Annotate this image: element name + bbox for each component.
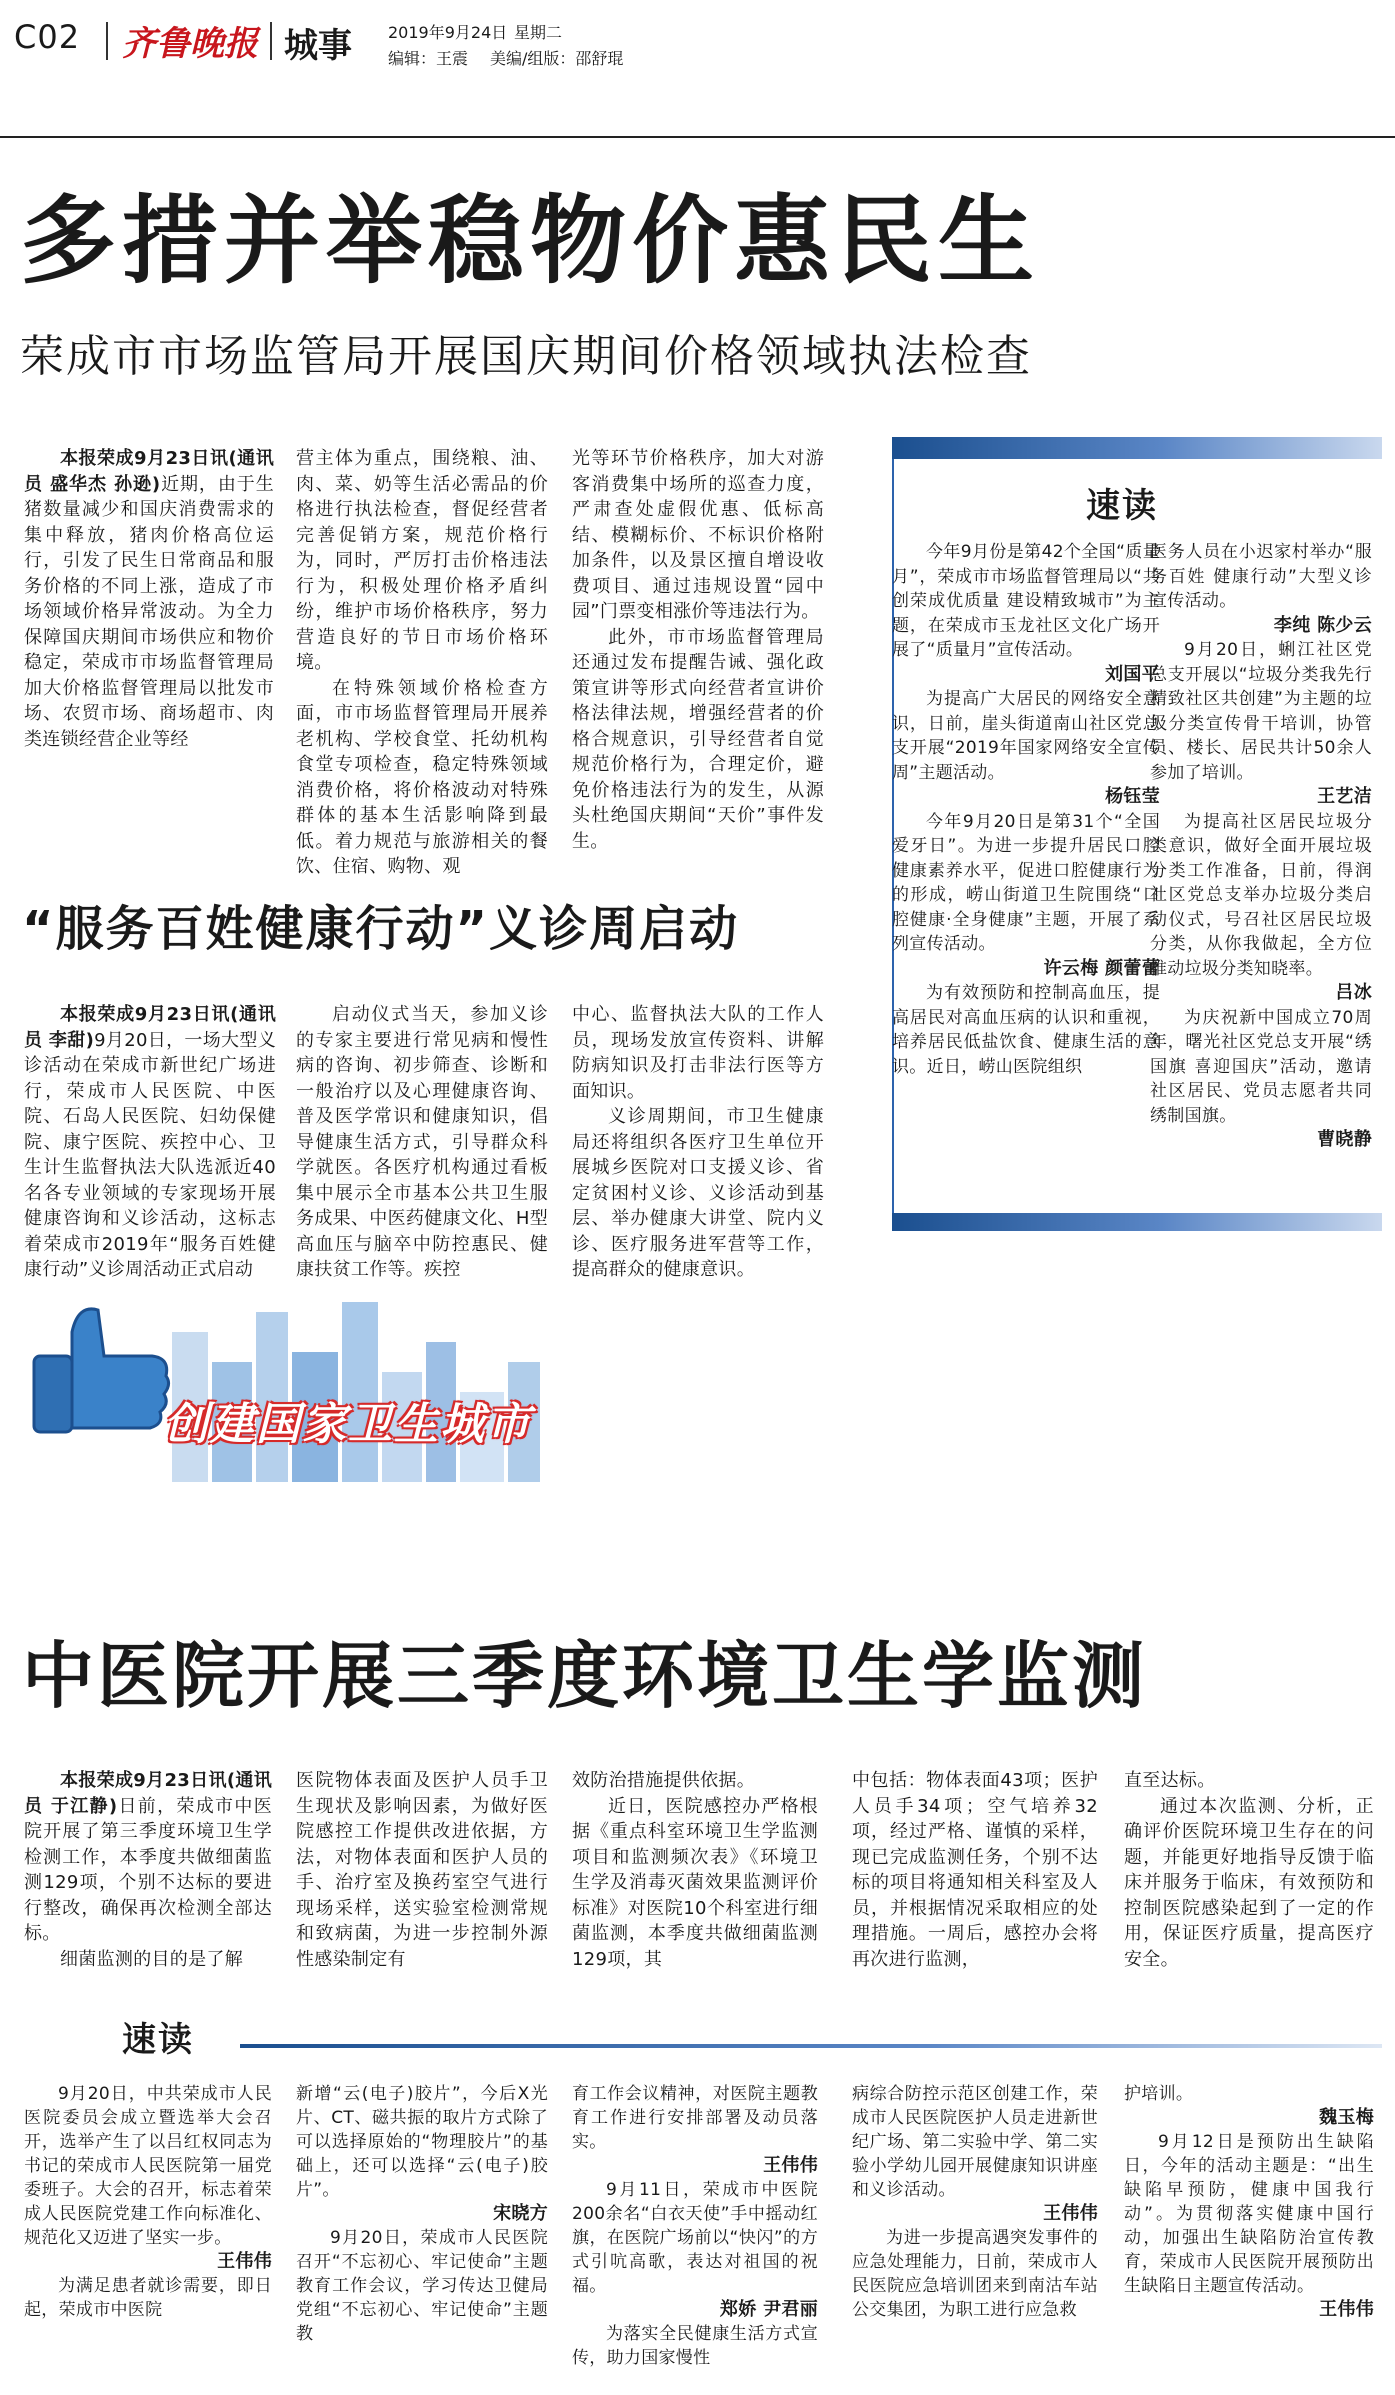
- article3-col2: [296, 1768, 548, 1972]
- article3-col1: [24, 1768, 272, 1972]
- article2-headline: “服务百姓健康行动”义诊周启动: [22, 901, 740, 957]
- sudu2-col4: [852, 2082, 1098, 2322]
- sudu2-item-2: 为满足患者就诊需要，即日起，荣成市中医院: [24, 2276, 272, 2320]
- banner-title: 创建国家卫生城市: [164, 1399, 532, 1450]
- sudu2-col5: [1124, 2082, 1374, 2322]
- article1-col2-text-2: 在特殊领域价格检查方面，市市场监督管理局开展养老机构、学校食堂、托幼机构食堂专项检查，稳定特殊领域消费价格，将价格波动对特殊群体的基本生活影响降到最低。着力规范与旅游相关的餐饮、住宿、购物、观: [296, 677, 548, 877]
- article3-col1-text: 日前，荣成市中医院开展了第三季度环境卫生学检测工作，本季度共做细菌监测129项，个别不达标的要进行整改，确保再次检测全部达标。: [24, 1795, 273, 1944]
- sudu2-title-rule: [240, 2044, 1382, 2048]
- sudu2-item-5: 育工作会议精神，对医院主题教育工作进行安排部署及动员落实。: [572, 2084, 818, 2152]
- article1-col1-text: 近期，由于生猪数量减少和国庆消费需求的集中释放，猪肉价格高位运行，引发了民生日常商品和服务价格的不同上涨，造成了市场领域价格异常波动。为全力保障国庆期间市场供应和物价稳定，荣成市市场监督管理局加大价格监督管理局以批发市场、农贸市场、商场超市、肉类连锁经营企业等经: [24, 473, 274, 750]
- article1-col1: [24, 446, 274, 752]
- sudu2-item-11: 9月12日是预防出生缺陷日，今年的活动主题是：“出生缺陷早预防，健康中国我行动”。为贯彻落实健康中国行动，加强出生缺陷防治宣传教育，荣成市人民医院开展预防出生缺陷日主题宣传活动。: [1124, 2132, 1374, 2296]
- designer-credit: 美编/组版：邵舒琨: [490, 49, 624, 68]
- article2-col1: [24, 1002, 276, 1283]
- article3-col3-text-2: 近日，医院感控办严格根据《重点科室环境卫生学监测项目和监测频次表》《环境卫生学及消毒灭菌效果监测评价标准》对医院10个科室进行细菌监测，本季度共做细菌监测129项，其: [572, 1795, 818, 1970]
- article1-col2: [296, 446, 548, 880]
- sudu2-item-4: 9月20日，荣成市人民医院召开“不忘初心、牢记使命”主题教育工作会议，学习传达卫健局党组“不忘初心、牢记使命”主题教: [296, 2228, 548, 2344]
- article3-col5-text-2: 通过本次监测、分析，正确评价医院环境卫生存在的问题，并能更好地指导反馈于临床并服务于临床，有效预防和控制医院感染起到了一定的作用，保证医疗质量，提高医疗安全。: [1124, 1795, 1374, 1970]
- sudu2-item-10: 护培训。: [1124, 2084, 1194, 2104]
- sudu1-sig-1: 刘国平: [1105, 663, 1160, 685]
- sudu2-item-1: 9月20日，中共荣成市人民医院委员会成立暨选举大会召开，选举产生了以吕红权同志为书记的荣成市人民医院第一届党委班子。大会的召开，标志着荣成人民医院党建工作向标准化、规范化又迈进了坚实一步。: [24, 2084, 272, 2248]
- sudu1-sig-3: 许云梅 颜蕾蕾: [1043, 957, 1160, 979]
- sudu1-item-1: 今年9月份是第42个全国“质量月”，荣成市市场监督管理局以“共创荣成优质量 建设精致城市”为主题，在荣成市玉龙社区文化广场开展了“质量月”宣传活动。: [892, 542, 1160, 660]
- masthead: [14, 14, 1384, 74]
- article2-col2-text: 启动仪式当天，参加义诊的专家主要进行常见病和慢性病的咨询、初步筛查、诊断和一般治疗以及心理健康咨询、普及医学常识和健康知识，倡导健康生活方式，引导群众科学就医。各医疗机构通过看板集中展示全市基本公共卫生服务成果、中医药健康文化、H型高血压与脑卒中防控惠民、健康扶贫工作等。疾控: [296, 1004, 548, 1280]
- issue-weekday: 星期二: [514, 23, 563, 42]
- paper-logo: 齐鲁晚报: [122, 24, 258, 64]
- article1-col2-text: 营主体为重点，围绕粮、油、肉、菜、奶等生活必需品的价格进行执法检查，督促经营者完善促销方案，规范价格行为，同时，严厉打击价格违法行为，积极处理价格矛盾纠纷，维护市场价格秩序，努力营造良好的节日市场价格环境。: [296, 448, 548, 673]
- sudu2-item-9: 为进一步提高遇突发事件的应急处理能力，日前，荣成市人民医院应急培训团来到南沽车站公交集团，为职工进行应急救: [852, 2228, 1098, 2320]
- sudu2-col3: [572, 2082, 818, 2370]
- sudu1-top-band: [892, 437, 1382, 459]
- sudu1-item-5: 医务人员在小迟家村举办“服务百姓 健康行动”大型义诊宣传活动。: [1150, 542, 1372, 611]
- article2-col3-text: 中心、监督执法大队的工作人员，现场发放宣传资料、讲解防病知识及打击非法行医等方面知识。: [572, 1004, 824, 1102]
- article1-subhead: 荣成市市场监管局开展国庆期间价格领域执法检查: [20, 331, 1032, 382]
- sudu2-sig-2: 宋晓方: [493, 2203, 548, 2224]
- masthead-divider-2: [270, 22, 272, 60]
- article3-col5: [1124, 1768, 1374, 1972]
- sudu1-item-7: 为提高社区居民垃圾分类意识，做好全面开展垃圾分类工作准备，日前，得润社区党总支举办垃圾分类启动仪式，号召社区居民垃圾分类，从你我做起，全方位推动垃圾分类知晓率。: [1150, 811, 1372, 979]
- sudu1-left-col: [892, 540, 1160, 1079]
- sudu2-title: 速读: [122, 2020, 194, 2060]
- sudu1-bottom-band: [892, 1213, 1382, 1231]
- sudu1-sig-7: 吕冰: [1335, 982, 1372, 1003]
- issue-date: 2019年9月24日: [388, 23, 508, 42]
- section-name: 城事: [284, 26, 352, 66]
- sudu2-item-3: 新增“云(电子)胶片”，今后X光片、CT、磁共振的取片方式除了可以选择原始的“物理胶片”的基础上，还可以选择“云(电子)胶片”。: [296, 2084, 548, 2200]
- sudu2-sig-1: 王伟伟: [217, 2251, 272, 2272]
- page-number: C02: [14, 18, 81, 56]
- article1-col3: [572, 446, 824, 854]
- sudu1-sig-8: 曹晓静: [1317, 1129, 1372, 1150]
- sudu1-item-8: 为庆祝新中国成立70周年，曙光社区党总支开展“绣国旗 喜迎国庆”活动，邀请社区居民、党员志愿者共同绣制国旗。: [1150, 1007, 1372, 1126]
- editor-credit: 编辑：王震: [388, 49, 469, 68]
- article1-col3-text-2: 此外，市市场监督管理局还通过发布提醒告诫、强化政策宣讲等形式向经营者宣讲价格法律法规，增强经营者的价格合规意识，引导经营者自觉规范价格行为，合理定价，避免价格违法行为的发生，从源头杜绝国庆期间“天价”事件发生。: [572, 626, 824, 852]
- article2-col3-text-2: 义诊周期间，市卫生健康局还将组织各医疗卫生单位开展城乡医院对口支援义诊、省定贫困村义诊、义诊活动到基层、举办健康大讲堂、院内义诊、医疗服务进军营等工作，提高群众的健康意识。: [572, 1106, 824, 1280]
- sudu1-item-6: 9月20日，蜊江社区党总支开展以“垃圾分类我先行 精致社区共创建”为主题的垃圾分类宣传骨干培训，协管员、楼长、居民共计50余人参加了培训。: [1150, 640, 1372, 783]
- sudu1-item-4: 为有效预防和控制高血压，提高居民对高血压病的认识和重视，培养居民低盐饮食、健康生活的意识。近日，崂山医院组织: [892, 983, 1160, 1077]
- sudu1-right-col: [1150, 540, 1372, 1153]
- article3-headline: 中医院开展三季度环境卫生学监测: [22, 1634, 1148, 1718]
- article1-col3-text: 光等环节价格秩序，加大对游客消费集中场所的巡查力度，严肃查处虚假优惠、低标高结、模糊标价、不标识价格附加条件，以及景区擅自增设收费项目、通过违规设置“园中园”门票变相涨价等违法行为。: [572, 448, 824, 622]
- sudu2-item-8: 病综合防控示范区创建工作，荣成市人民医院医护人员走进新世纪广场、第二实验中学、第二实验小学幼儿园开展健康知识讲座和义诊活动。: [852, 2084, 1098, 2200]
- article1-byline: 本报荣成9月23日讯(通讯员 盛华杰 孙逊): [24, 448, 274, 495]
- sudu2-col2: [296, 2082, 548, 2346]
- article2-col3: [572, 1002, 824, 1283]
- article3-col5-text: 直至达标。: [1124, 1770, 1216, 1791]
- sudu2-sig-6: 魏玉梅: [1319, 2107, 1374, 2128]
- sudu1-title: 速读: [1086, 486, 1158, 526]
- article3-col3-text: 效防治措施提供依据。: [572, 1770, 755, 1791]
- article3-col4: [852, 1768, 1098, 1972]
- sudu1-sig-6: 王艺洁: [1317, 786, 1372, 807]
- sudu2-item-6: 9月11日，荣成市中医院200余名“白衣天使”手中摇动红旗，在医院广场前以“快闪”的方式引吭高歌，表达对祖国的祝福。: [572, 2180, 818, 2296]
- article2-col1-text: 9月20日，一场大型义诊活动在荣成市新世纪广场进行，荣成市人民医院、中医院、石岛人民医院、妇幼保健院、康宁医院、疾控中心、卫生计生监督执法大队选派近40名各专业领域的专家现场开展健康咨询和义诊活动，这标志着荣成市2019年“服务百姓健康行动”义诊周活动正式启动: [24, 1029, 277, 1280]
- sudu2-sig-4: 郑娇 尹君丽: [719, 2299, 818, 2320]
- article3-col3: [572, 1768, 818, 1972]
- article3-col2-text: 医院物体表面及医护人员手卫生现状及影响因素，为做好医院感控工作提供改进依据，方法，对物体表面和医护人员的手、治疗室及换药室空气进行现场采样，送实验室检测常规和致病菌，为进一步控制外源性感染制定有: [296, 1770, 548, 1970]
- sudu2-item-7: 为落实全民健康生活方式宣传，助力国家慢性: [572, 2324, 818, 2368]
- sudu2-col1: [24, 2082, 272, 2322]
- article2-byline: 本报荣成9月23日讯(通讯员 李甜): [24, 1004, 276, 1051]
- article1-headline: 多措并举稳物价惠民生: [20, 185, 1040, 297]
- article3-col4-text: 中包括：物体表面43项；医护人员手34项；空气培养32项，经过严格、谨慎的采样，现已完成监测任务，个别不达标的项目将通知相关科室及人员，并根据情况采取相应的处理措施。一周后，感控办会将再次进行监测，: [852, 1770, 1098, 1970]
- sudu1-sig-5: 李纯 陈少云: [1273, 614, 1372, 636]
- sudu2-sig-5: 王伟伟: [1043, 2203, 1098, 2224]
- masthead-divider: [106, 22, 108, 60]
- sudu2-sig-3: 王伟伟: [763, 2155, 818, 2176]
- sudu1-item-3: 今年9月20日是第31个“全国爱牙日”。为进一步提升居民口腔健康素养水平，促进口腔健康行为的形成，崂山街道卫生院围绕“口腔健康·全身健康”主题，开展了系列宣传活动。: [892, 811, 1160, 954]
- article3-byline: 本报荣成9月23日讯(通讯员 于江静): [24, 1770, 272, 1817]
- masthead-rule: [0, 136, 1395, 138]
- sudu2-sig-7: 王伟伟: [1319, 2299, 1374, 2320]
- sudu1-item-2: 为提高广大居民的网络安全意识，日前，崖头街道南山社区党总支开展“2019年国家网络安全宣传周”主题活动。: [892, 689, 1160, 783]
- article2-col2: [296, 1002, 548, 1283]
- sudu1-sig-2: 杨钰莹: [1105, 786, 1160, 807]
- article3-col1-text-2: 细菌监测的目的是了解: [60, 1948, 243, 1970]
- banner: [12, 1292, 572, 1502]
